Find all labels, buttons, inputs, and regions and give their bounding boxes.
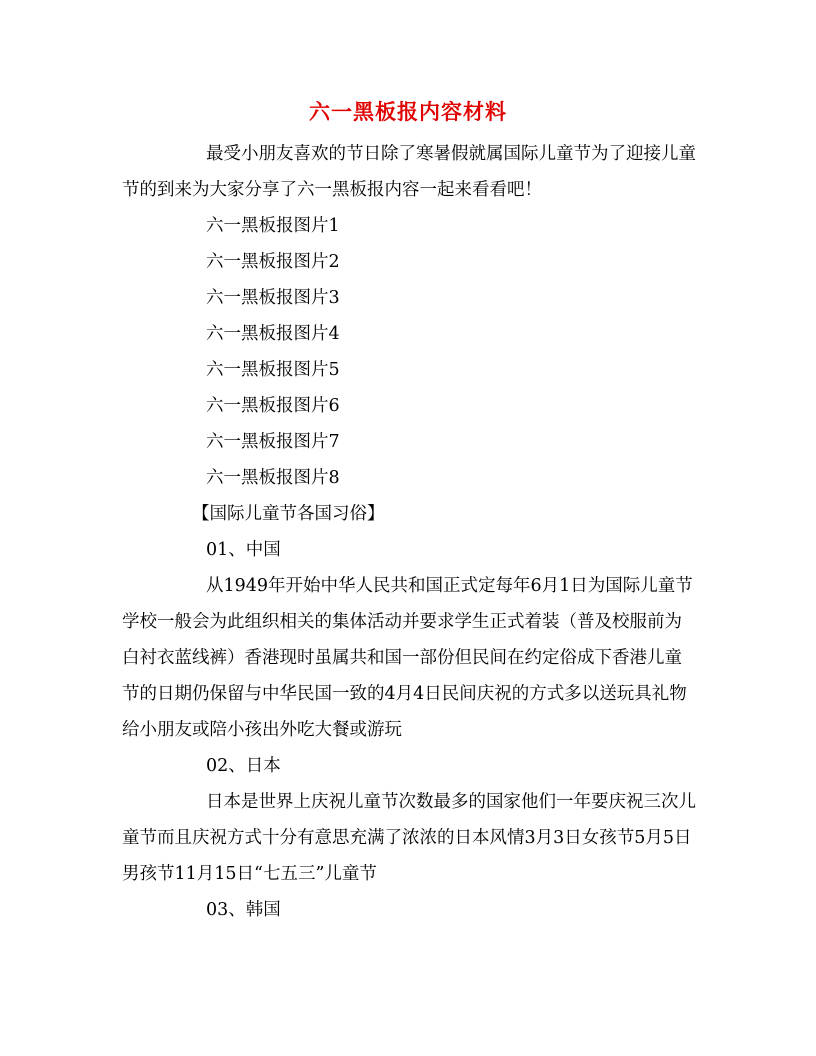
section-heading: 【国际儿童节各国习俗】 bbox=[192, 504, 385, 524]
document-body bbox=[122, 136, 697, 928]
image-caption-8: 六一黑板报图片8 bbox=[206, 468, 340, 488]
image-caption-3: 六一黑板报图片3 bbox=[206, 288, 340, 308]
country-paragraph-japan: 日本是世界上庆祝儿童节次数最多的国家他们一年要庆祝三次儿童节而且庆祝方式十分有意思充满了浓浓的日本风情3月3日女孩节5月5日男孩节11月15日“七五三”儿童节 bbox=[122, 792, 696, 884]
country-heading-japan: 02、日本 bbox=[206, 756, 281, 776]
country-heading-china: 01、中国 bbox=[206, 540, 281, 560]
country-heading-korea: 03、韩国 bbox=[206, 900, 281, 920]
image-caption-4: 六一黑板报图片4 bbox=[206, 324, 340, 344]
image-caption-1: 六一黑板报图片1 bbox=[206, 216, 340, 236]
image-caption-2: 六一黑板报图片2 bbox=[206, 252, 340, 272]
intro-paragraph: 最受小朋友喜欢的节日除了寒暑假就属国际儿童节为了迎接儿童节的到来为大家分享了六一黑板报内容一起来看看吧！ bbox=[122, 144, 696, 200]
image-caption-6: 六一黑板报图片6 bbox=[206, 396, 340, 416]
image-caption-5: 六一黑板报图片5 bbox=[206, 360, 340, 380]
document-title: 六一黑板报内容材料 bbox=[309, 99, 507, 124]
image-caption-7: 六一黑板报图片7 bbox=[206, 432, 340, 452]
country-paragraph-china: 从1949年开始中华人民共和国正式定每年6月1日为国际儿童节学校一般会为此组织相关的集体活动并要求学生正式着装（普及校服前为白衬衣蓝线裤）香港现时虽属共和国一部份但民间在约定俗成下香港儿童节的日期仍保留与中华民国一致的4月4日民间庆祝的方式多以送玩具礼物给小朋友或陪小孩出外吃大餐或游玩 bbox=[122, 576, 693, 740]
